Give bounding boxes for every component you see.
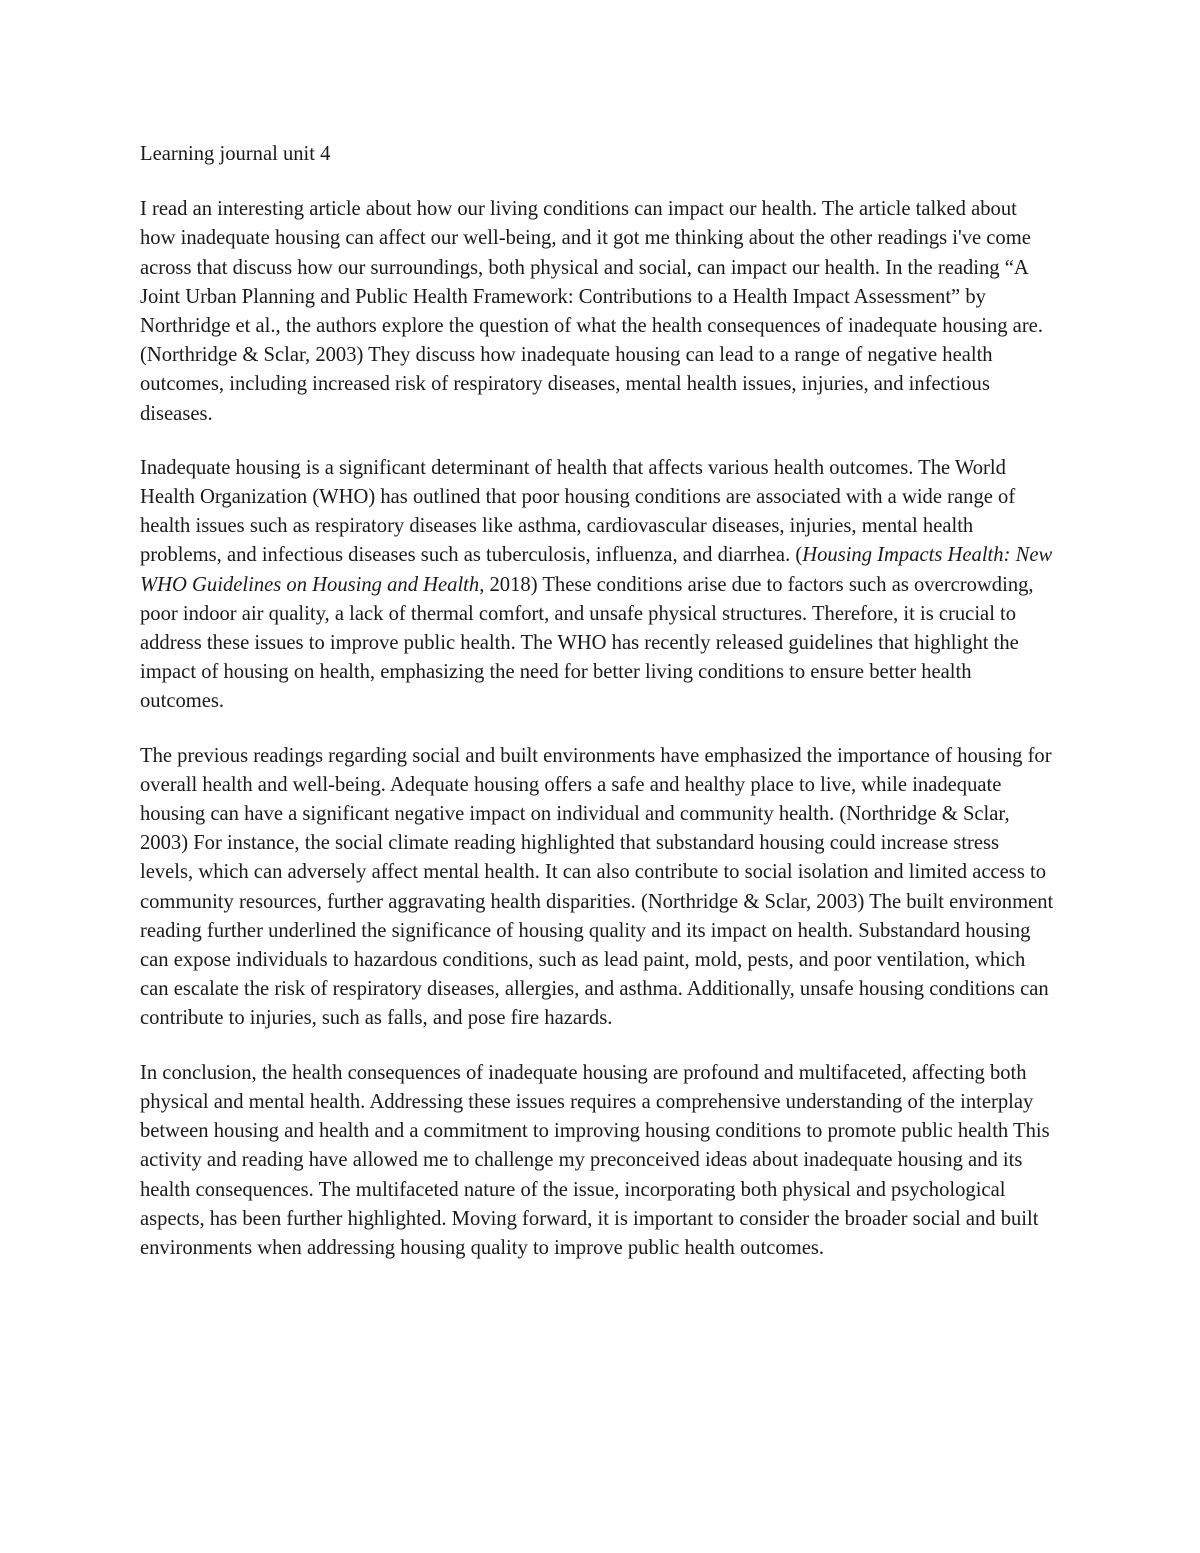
document-title: Learning journal unit 4 — [140, 143, 331, 165]
paragraph-3-text: The previous readings regarding social and built environments have emphasized the importance of housing for overall health and well-being. Adequate housing offers a safe and healthy place to live, while inadequate housing can have a significant negative impact on individual and community health. (Northridge & Sclar, 2003) For instance, the social climate reading highlighted that substandard housing could increase stress levels, which can adversely affect mental health. It can also contribute to social isolation and limited access to community resources, further aggravating health disparities. (Northridge & Sclar, 2003) The built environment reading further underlined the significance of housing quality and its impact on health. Substandard housing can expose individuals to hazardous conditions, such as lead paint, mold, pests, and poor ventilation, which can escalate the risk of respiratory diseases, allergies, and asthma. Additionally, unsafe housing conditions can contribute to injuries, such as falls, and pose fire hazards. — [140, 744, 1054, 1030]
paragraph-2-text-start: Inadequate housing is a significant determinant of health that affects various health outcomes. The World Health Organization (WHO) has outlined that poor housing conditions are associated with a wide range of health issues such as respiratory diseases like asthma, cardiovascular diseases, injuries, mental health problems, and infectious diseases such as tuberculosis, influenza, and diarrhea. ( — [140, 456, 1016, 567]
paragraph-2-citation-italic: Housing Impacts Health: New WHO Guidelines on Housing and Health — [140, 544, 1053, 596]
paragraph-4-text: In conclusion, the health consequences of inadequate housing are profound and multifaceted, affecting both physical and mental health. Addressing these issues requires a comprehensive understanding of the interplay between housing and health and a commitment to improving housing conditions to promote public health This activity and reading have allowed me to challenge my preconceived ideas about inadequate housing and its health consequences. The multifaceted nature of the issue, incorporating both physical and psychological aspects, has been further highlighted. Moving forward, it is important to consider the broader social and built environments when addressing housing quality to improve public health outcomes. — [140, 1061, 1050, 1259]
paragraph-3 — [140, 742, 1055, 1034]
paragraph-2 — [140, 454, 1055, 717]
paragraph-1-text: I read an interesting article about how our living conditions can impact our health. The article talked about how inadequate housing can affect our well-being, and it got me thinking about the other readings i've come across that discuss how our surroundings, both physical and social, can impact our health. In the reading “A Joint Urban Planning and Public Health Framework: Contributions to a Health Impact Assessment” by Northridge et al., the authors explore the question of what the health consequences of inadequate housing are. (Northridge & Sclar, 2003) They discuss how inadequate housing can lead to a range of negative health outcomes, including increased risk of respiratory diseases, mental health issues, injuries, and infectious diseases. — [140, 198, 1043, 425]
paragraph-2-text-end: , 2018) These conditions arise due to factors such as overcrowding, poor indoor air quality, a lack of thermal comfort, and unsafe physical structures. Therefore, it is crucial to address these issues to improve public health. The WHO has recently released guidelines that highlight the impact of housing on health, emphasizing the need for better living conditions to ensure better health outcomes. — [140, 573, 1034, 713]
paragraph-4 — [140, 1059, 1055, 1263]
paragraph-1 — [140, 195, 1055, 429]
document-page — [140, 140, 1055, 1288]
